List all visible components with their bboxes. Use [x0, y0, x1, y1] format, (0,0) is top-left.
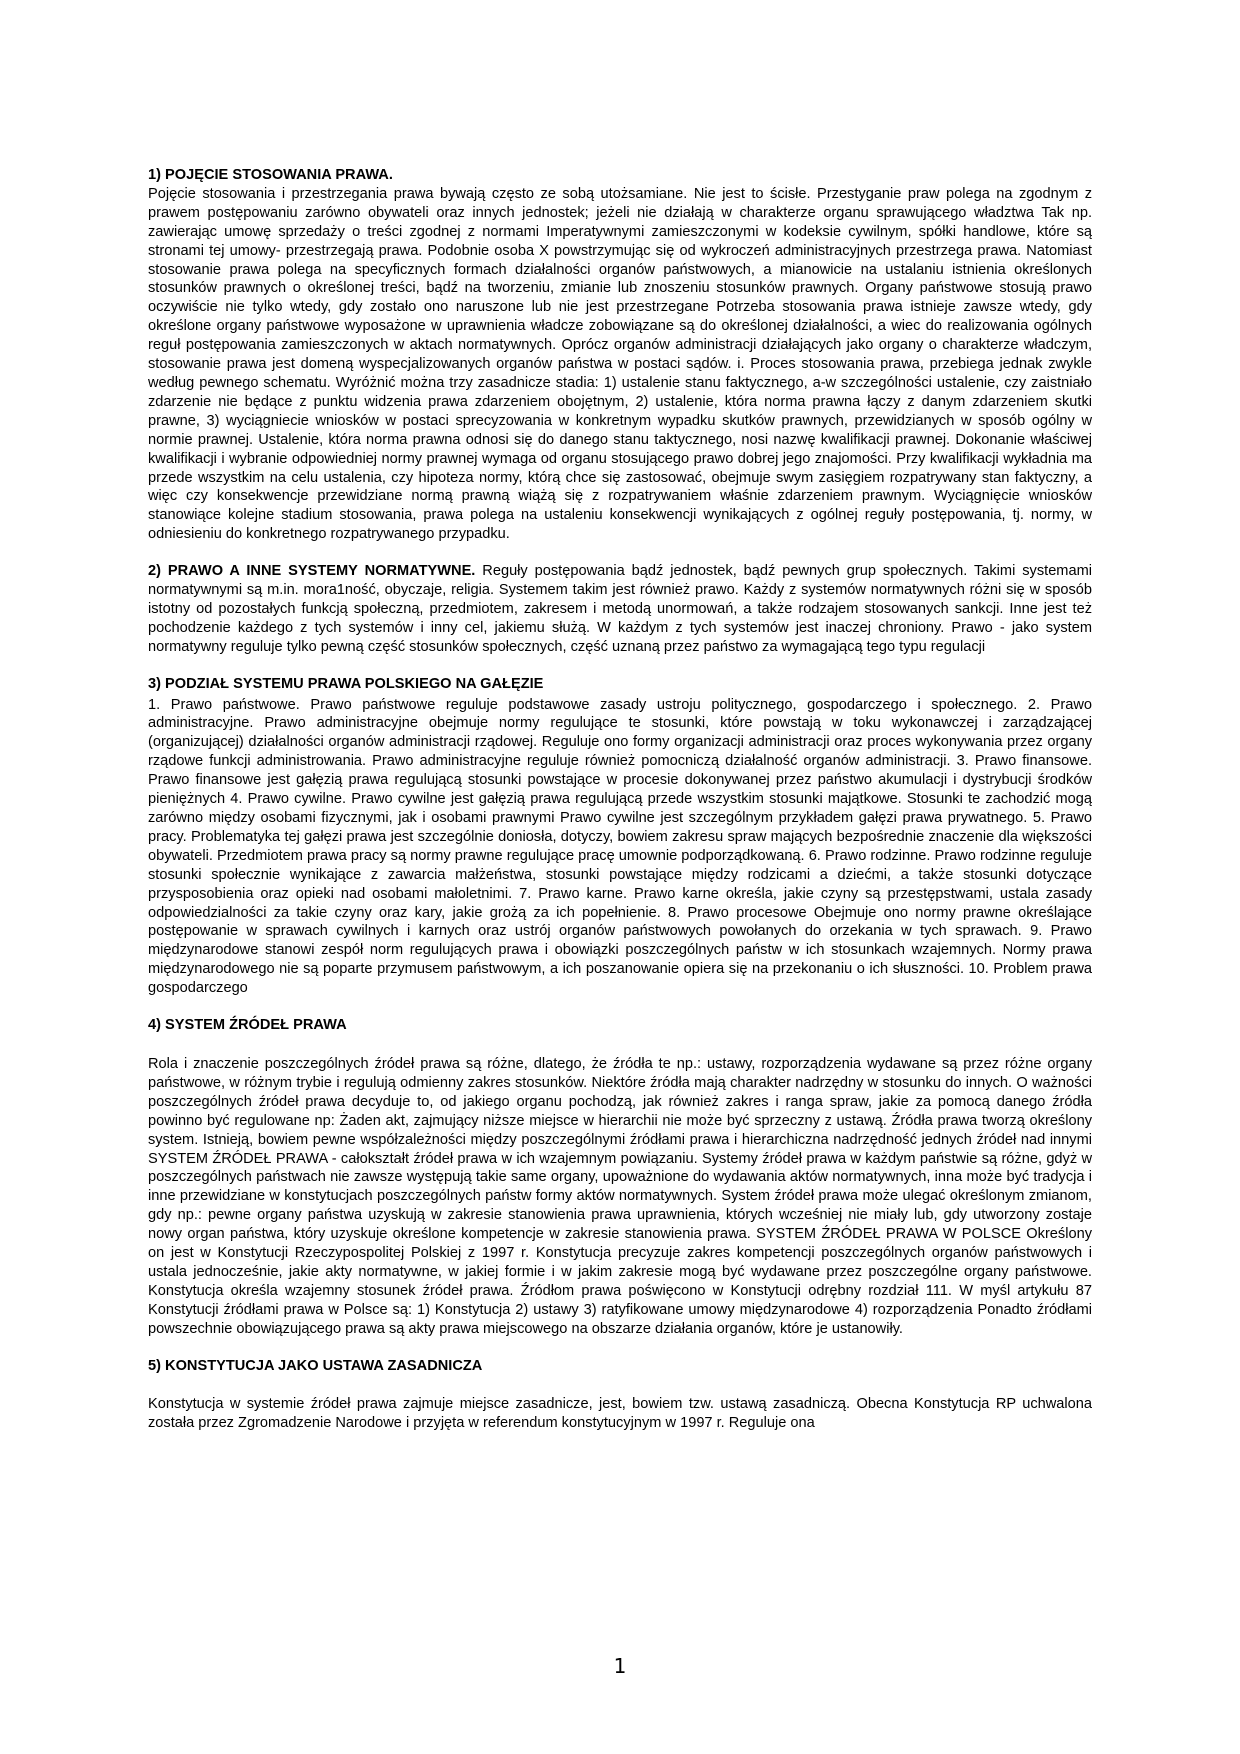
section-1	[148, 166, 1092, 544]
page-number: 1	[613, 1654, 627, 1678]
section-paragraph	[148, 562, 1092, 657]
document-page	[148, 166, 1092, 1433]
section-body: 1. Prawo państwowe. Prawo państwowe reguluje podstawowe zasady ustroju politycznego, gospodarczego i społecznego. 2. Prawo administracyjne. Prawo administracyjne obejmuje normy regulujące te stosunki, które powstają w toku wykonawczej i zarządzającej (organizującej) działalności organów administracji rządowej. Reguluje ono formy organizacji administracji oraz proces wykonywania przez organy rządowe funkcji administrowania. Prawo administracyjne reguluje również pomocniczą działalność organów administracji. 3. Prawo finansowe. Prawo finansowe jest gałęzią prawa regulującą stosunki powstające w procesie dokonywanej przez państwo akumulacji i dystrybucji środków pieniężnych 4. Prawo cywilne. Prawo cywilne jest gałęzią prawa regulującą przede wszystkim stosunki majątkowe. Stosunki te zachodzić mogą zarówno między osobami fizycznymi, jak i osobami prawnymi Prawo cywilne jest szczególnym przykładem gałęzi prawa prywatnego. 5. Prawo pracy. Problematyka tej gałęzi prawa jest szczególnie doniosła, dotyczy, bowiem zakresu spraw mających bezpośrednie znaczenie dla większości obywateli. Przedmiotem prawa pracy są normy prawne regulujące pracę umownie podporządkowaną. 6. Prawo rodzinne. Prawo rodzinne reguluje stosunki społecznie wynikające z zawarcia małżeństwa, stosunki powstające między rodzicami a dziećmi, a także stosunki dotyczące przysposobienia oraz opieki nad osobami małoletnimi. 7. Prawo karne. Prawo karne określa, jakie czyny są przestępstwami, ustala zasady odpowiedzialności za takie czyny oraz kary, jakie grożą za ich popełnienie. 8. Prawo procesowe Obejmuje ono normy prawne określające postępowanie w sprawach cywilnych i karnych oraz ustrój organów państwowych powołanych do orzekania w tych sprawach. 9. Prawo międzynarodowe stanowi zespół norm regulujących prawa i obowiązki poszczególnych państw w ich stosunkach wzajemnych. Normy prawa międzynarodowego nie są poparte przymusem państwowym, a ich poszanowanie opiera się na przekonaniu o ich słuszności. 10. Problem prawa gospodarczego	[148, 696, 1092, 997]
section-4	[148, 1016, 1092, 1339]
section-5	[148, 1357, 1092, 1434]
section-2	[148, 562, 1092, 657]
section-body: Konstytucja w systemie źródeł prawa zajmuje miejsce zasadnicze, jest, bowiem tzw. ustawą zasadniczą. Obecna Konstytucja RP uchwalona została przez Zgromadzenie Narodowe i przyjęta w referendum konstytucyjnym w 1997 r. Reguluje ona	[148, 1396, 1092, 1432]
section-3	[148, 675, 1092, 998]
section-body: Reguły postępowania bądź jednostek, bądź pewnych grup społecznych. Takimi systemami normatywnymi są m.in. mora1ność, obyczaje, religia. Systemem takim jest również prawo. Każdy z systemów normatywnych różni się w sposób istotny od pozostałych funkcją społeczną, przedmiotem, zakresem i metodą unormowań, a także rodzajem stosowanych sankcji. Inne jest też pochodzenie każdego z tych systemów i inny cel, jakiemu służą. W każdym z tych systemów jest inaczej chroniony. Prawo - jako system normatywny reguluje tylko pewną część stosunków społecznych, część uznaną przez państwo za wymagającą tego typu regulacji	[148, 563, 1092, 655]
section-body: Pojęcie stosowania i przestrzegania prawa bywają często ze sobą utożsamiane. Nie jest to ścisłe. Przestyganie praw polega na zgodnym z prawem postępowaniu zarówno obywateli oraz innych jednostek; jeżeli nie działają w charakterze organu sprawującego władztwa Tak np. zawierając umowę sprzedaży o treści zgodnej z normami Imperatywnymi zamieszczonymi w kodeksie cywilnym, spółki handlowe, które są stronami tej umowy- przestrzegają prawa. Podobnie osoba X powstrzymując się od wykroczeń administracyjnych przestrzega prawa. Natomiast stosowanie prawa polega na specyficznych formach działalności organów państwowych, a mianowicie na ustalaniu istnienia określonych stosunków prawnych o określonej treści, bądź na tworzeniu, zmianie lub znoszeniu stosunków prawnych. Organy państwowe stosują prawo oczywiście nie tylko wtedy, gdy zostało ono naruszone lub nie jest przestrzegane Potrzeba stosowania prawa istnieje zawsze wtedy, gdy określone organy państwowe wyposażone w uprawnienia władcze zobowiązane są do określonej działalności, a wiec do realizowania ogólnych reguł postępowania zamieszczonych w aktach normatywnych. Oprócz organów administracji działających jako organy o charakterze władczym, stosowanie prawa jest domeną wyspecjalizowanych organów państwa w postaci sądów. i. Proces stosowania prawa, przebiega jednak zwykle według pewnego schematu. Wyróżnić można trzy zasadnicze stadia: 1) ustalenie stanu faktycznego, a-w szczególności ustalenie, czy zaistniało zdarzenie nie będące z punktu widzenia prawa zdarzeniem obojętnym, 2) ustalenie, która norma prawna łączy z danym zdarzeniem skutki prawne, 3) wyciągniecie wniosków w postaci sprecyzowania w konkretnym wypadku skutków prawnych, przewidzianych w sposób ogólny w normie prawnej. Ustalenie, która norma prawna odnosi się do danego stanu taktycznego, nosi nazwę kwalifikacji prawnej. Dokonanie właściwej kwalifikacji i wybranie odpowiedniej normy prawnej wymaga od organu stosującego prawo dobrej jego znajomości. Przy kwalifikacji wykładnia ma przede wszystkim na celu ustalenia, czy hipoteza normy, którą chce się zastosować, obejmuje swym zasięgiem rozpatrywany stan faktyczny, a więc czy konsekwencje przewidziane normą prawną wiążą się z rozpatrywaniem właśnie zdarzeniem prawnym. Wyciągnięcie wniosków stanowiące kolejne stadium stosowania, prawa polega na ustaleniu konsekwencji wynikających z ogólnej reguły postępowania, tj. normy, w odniesieniu do konkretnego rozpatrywanego przypadku.	[148, 185, 1092, 543]
section-heading: 1) POJĘCIE STOSOWANIA PRAWA.	[148, 167, 393, 183]
section-heading: 3) PODZIAŁ SYSTEMU PRAWA POLSKIEGO NA GAŁĘZIE	[148, 675, 544, 692]
section-body: Rola i znaczenie poszczególnych źródeł prawa są różne, dlatego, że źródła te np.: ustawy, rozporządzenia wydawane są przez różne organy państwowe, w różnym trybie i regulują odmienny zakres stosunków. Niektóre źródła mają charakter nadrzędny w stosunku do innych. O ważności poszczególnych źródeł prawa decyduje to, od jakiego organu pochodzą, jak również zakres i ranga spraw, jakie za pomocą danego źródła powinno być regulowane np: Żaden akt, zajmujący niższe miejsce w hierarchii nie może być sprzeczny z ustawą. Źródła prawa tworzą określony system. Istnieją, bowiem pewne współzależności między poszczególnymi źródłami prawa i hierarchiczna nadrzędność jednych źródeł nad innymi SYSTEM ŹRÓDEŁ PRAWA - całokształt źródeł prawa w ich wzajemnym powiązaniu. Systemy źródeł prawa w każdym państwie są różne, gdyż w poszczególnych państwach nie zawsze występują takie same organy, upoważnione do wydawania aktów normatywnych, inna może być tradycja i inne przewidziane w konstytucjach poszczególnych państw formy aktów normatywnych. System źródeł prawa może ulegać określonym zmianom, gdy np.: pewne organy państwa uzyskują w zakresie stanowienia prawa uprawnienia, których wcześniej nie miały lub, gdy utworzony zostaje nowy organ państwa, który uzyskuje określone kompetencje w zakresie stanowienia prawa. SYSTEM ŹRÓDEŁ PRAWA W POLSCE Określony on jest w Konstytucji Rzeczypospolitej Polskiej z 1997 r. Konstytucja precyzuje zakres kompetencji poszczególnych organów państwowych i ustala jednocześnie, jakie akty normatywne, w jakiej formie i w jakim zakresie mogą być wydawane przez poszczególne organy państwowe. Konstytucja określa wzajemny stosunek źródeł prawa. Źródłom prawa poświęcono w Konstytucji odrębny rozdział 111. W myśl artykułu 87 Konstytucji źródłami prawa w Polsce są: 1) Konstytucja 2) ustawy 3) ratyfikowane umowy międzynarodowe 4) rozporządzenia Ponadto źródłami powszechnie obowiązującego prawa są akty prawa miejscowego na obszarze działania organów, które je ustanowiły.	[148, 1055, 1092, 1337]
section-heading: 5) KONSTYTUCJA JAKO USTAWA ZASADNICZA	[148, 1357, 483, 1374]
section-heading: 2) PRAWO A INNE SYSTEMY NORMATYWNE.	[148, 563, 476, 580]
section-heading: 4) SYSTEM ŹRÓDEŁ PRAWA	[148, 1017, 347, 1034]
